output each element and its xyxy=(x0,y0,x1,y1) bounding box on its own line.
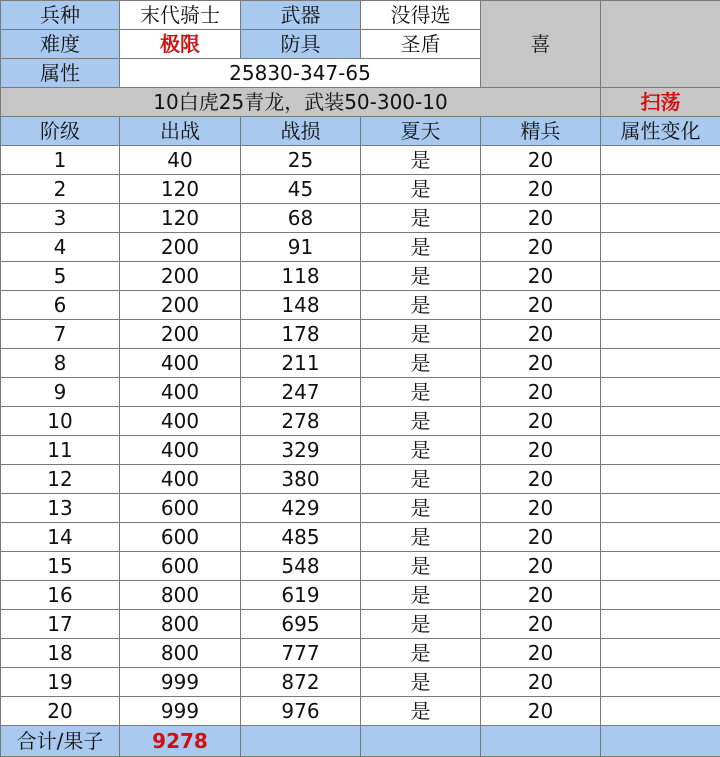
cell-summer: 是 xyxy=(361,320,481,349)
cell-deploy: 200 xyxy=(120,233,241,262)
weapon-label: 武器 xyxy=(241,1,361,30)
cell-level: 18 xyxy=(1,639,120,668)
empty-corner-cell xyxy=(601,1,720,88)
cell-summer: 是 xyxy=(361,668,481,697)
cell-loss: 247 xyxy=(241,378,361,407)
table-row xyxy=(1,436,720,465)
cell-attribute-change xyxy=(601,175,720,204)
total-empty-cell xyxy=(241,726,361,757)
cell-loss: 25 xyxy=(241,146,361,175)
cell-summer: 是 xyxy=(361,378,481,407)
table-row xyxy=(1,523,720,552)
cell-attribute-change xyxy=(601,465,720,494)
cell-level: 19 xyxy=(1,668,120,697)
cell-deploy: 400 xyxy=(120,349,241,378)
cell-elite: 20 xyxy=(481,146,601,175)
cell-summer: 是 xyxy=(361,610,481,639)
cell-summer: 是 xyxy=(361,204,481,233)
total-empty-cell xyxy=(601,726,720,757)
cell-elite: 20 xyxy=(481,349,601,378)
cell-deploy: 600 xyxy=(120,552,241,581)
cell-elite: 20 xyxy=(481,407,601,436)
cell-level: 1 xyxy=(1,146,120,175)
table-row xyxy=(1,349,720,378)
cell-loss: 278 xyxy=(241,407,361,436)
cell-attribute-change xyxy=(601,668,720,697)
cell-summer: 是 xyxy=(361,552,481,581)
cell-summer: 是 xyxy=(361,262,481,291)
cell-elite: 20 xyxy=(481,233,601,262)
cell-loss: 329 xyxy=(241,436,361,465)
attribute-value: 25830-347-65 xyxy=(120,59,481,88)
header-attribute-change: 属性变化 xyxy=(601,117,720,146)
cell-level: 12 xyxy=(1,465,120,494)
cell-summer: 是 xyxy=(361,407,481,436)
cell-elite: 20 xyxy=(481,320,601,349)
cell-loss: 118 xyxy=(241,262,361,291)
attribute-label: 属性 xyxy=(1,59,120,88)
difficulty-label: 难度 xyxy=(1,30,120,59)
table-row xyxy=(1,668,720,697)
cell-attribute-change xyxy=(601,291,720,320)
cell-level: 6 xyxy=(1,291,120,320)
cell-level: 5 xyxy=(1,262,120,291)
cell-loss: 619 xyxy=(241,581,361,610)
cell-summer: 是 xyxy=(361,146,481,175)
cell-elite: 20 xyxy=(481,552,601,581)
cell-deploy: 400 xyxy=(120,378,241,407)
header-deploy: 出战 xyxy=(120,117,241,146)
cell-loss: 976 xyxy=(241,697,361,726)
cell-elite: 20 xyxy=(481,465,601,494)
cell-loss: 695 xyxy=(241,610,361,639)
cell-deploy: 800 xyxy=(120,610,241,639)
cell-loss: 485 xyxy=(241,523,361,552)
cell-deploy: 120 xyxy=(120,204,241,233)
sweep-action[interactable]: 扫荡 xyxy=(601,88,720,117)
cell-attribute-change xyxy=(601,436,720,465)
difficulty-value: 极限 xyxy=(120,30,241,59)
cell-elite: 20 xyxy=(481,523,601,552)
cell-level: 4 xyxy=(1,233,120,262)
cell-loss: 548 xyxy=(241,552,361,581)
cell-deploy: 40 xyxy=(120,146,241,175)
cell-attribute-change xyxy=(601,262,720,291)
total-empty-cell xyxy=(481,726,601,757)
cell-attribute-change xyxy=(601,697,720,726)
header-loss: 战损 xyxy=(241,117,361,146)
table-row xyxy=(1,697,720,726)
cell-elite: 20 xyxy=(481,175,601,204)
cell-deploy: 800 xyxy=(120,639,241,668)
cell-level: 3 xyxy=(1,204,120,233)
cell-deploy: 120 xyxy=(120,175,241,204)
table-row xyxy=(1,175,720,204)
cell-deploy: 400 xyxy=(120,436,241,465)
table-row xyxy=(1,407,720,436)
cell-deploy: 400 xyxy=(120,465,241,494)
cell-summer: 是 xyxy=(361,581,481,610)
cell-summer: 是 xyxy=(361,436,481,465)
header-level: 阶级 xyxy=(1,117,120,146)
cell-elite: 20 xyxy=(481,291,601,320)
cell-loss: 872 xyxy=(241,668,361,697)
cell-summer: 是 xyxy=(361,291,481,320)
cell-elite: 20 xyxy=(481,581,601,610)
cell-attribute-change xyxy=(601,146,720,175)
cell-attribute-change xyxy=(601,610,720,639)
table-row xyxy=(1,465,720,494)
cell-attribute-change xyxy=(601,552,720,581)
weapon-value: 没得选 xyxy=(361,1,481,30)
cell-loss: 777 xyxy=(241,639,361,668)
table-row xyxy=(1,320,720,349)
cell-deploy: 400 xyxy=(120,407,241,436)
cell-elite: 20 xyxy=(481,639,601,668)
cell-deploy: 200 xyxy=(120,262,241,291)
table-row xyxy=(1,233,720,262)
header-summer: 夏天 xyxy=(361,117,481,146)
cell-deploy: 999 xyxy=(120,697,241,726)
table-row xyxy=(1,552,720,581)
cell-loss: 91 xyxy=(241,233,361,262)
cell-attribute-change xyxy=(601,378,720,407)
cell-level: 9 xyxy=(1,378,120,407)
cell-loss: 211 xyxy=(241,349,361,378)
cell-summer: 是 xyxy=(361,175,481,204)
cell-deploy: 999 xyxy=(120,668,241,697)
cell-loss: 45 xyxy=(241,175,361,204)
table-row xyxy=(1,494,720,523)
cell-summer: 是 xyxy=(361,465,481,494)
header-elite: 精兵 xyxy=(481,117,601,146)
cell-deploy: 800 xyxy=(120,581,241,610)
cell-elite: 20 xyxy=(481,697,601,726)
cell-summer: 是 xyxy=(361,349,481,378)
cell-loss: 380 xyxy=(241,465,361,494)
strategy-banner: 10白虎25青龙，武装50-300-10 xyxy=(1,88,601,117)
table-row xyxy=(1,378,720,407)
armor-value: 圣盾 xyxy=(361,30,481,59)
cell-deploy: 600 xyxy=(120,523,241,552)
cell-loss: 68 xyxy=(241,204,361,233)
cell-elite: 20 xyxy=(481,262,601,291)
cell-deploy: 600 xyxy=(120,494,241,523)
cell-loss: 178 xyxy=(241,320,361,349)
table-row xyxy=(1,610,720,639)
cell-attribute-change xyxy=(601,523,720,552)
cell-summer: 是 xyxy=(361,494,481,523)
cell-level: 17 xyxy=(1,610,120,639)
cell-elite: 20 xyxy=(481,436,601,465)
cell-level: 11 xyxy=(1,436,120,465)
table-row xyxy=(1,204,720,233)
cell-level: 15 xyxy=(1,552,120,581)
cell-elite: 20 xyxy=(481,204,601,233)
total-empty-cell xyxy=(361,726,481,757)
cell-summer: 是 xyxy=(361,697,481,726)
troop-label: 兵种 xyxy=(1,1,120,30)
cell-level: 2 xyxy=(1,175,120,204)
cell-summer: 是 xyxy=(361,523,481,552)
table-row xyxy=(1,291,720,320)
cell-elite: 20 xyxy=(481,668,601,697)
cell-attribute-change xyxy=(601,233,720,262)
cell-level: 20 xyxy=(1,697,120,726)
cell-level: 8 xyxy=(1,349,120,378)
cell-loss: 429 xyxy=(241,494,361,523)
total-value: 9278 xyxy=(120,726,241,757)
cell-deploy: 200 xyxy=(120,320,241,349)
table-row xyxy=(1,262,720,291)
cell-attribute-change xyxy=(601,639,720,668)
cell-level: 13 xyxy=(1,494,120,523)
cell-attribute-change xyxy=(601,407,720,436)
cell-attribute-change xyxy=(601,320,720,349)
table-row xyxy=(1,581,720,610)
cell-level: 10 xyxy=(1,407,120,436)
cell-attribute-change xyxy=(601,494,720,523)
cell-level: 16 xyxy=(1,581,120,610)
troop-value: 末代骑士 xyxy=(120,1,241,30)
armor-label: 防具 xyxy=(241,30,361,59)
cell-attribute-change xyxy=(601,581,720,610)
cell-level: 7 xyxy=(1,320,120,349)
table-row xyxy=(1,146,720,175)
cell-elite: 20 xyxy=(481,610,601,639)
cell-summer: 是 xyxy=(361,233,481,262)
table-row xyxy=(1,639,720,668)
cell-attribute-change xyxy=(601,349,720,378)
cell-deploy: 200 xyxy=(120,291,241,320)
total-label: 合计/果子 xyxy=(1,726,120,757)
cell-loss: 148 xyxy=(241,291,361,320)
cell-elite: 20 xyxy=(481,494,601,523)
cell-attribute-change xyxy=(601,204,720,233)
cell-level: 14 xyxy=(1,523,120,552)
mood-cell: 喜 xyxy=(481,1,601,88)
cell-summer: 是 xyxy=(361,639,481,668)
cell-elite: 20 xyxy=(481,378,601,407)
